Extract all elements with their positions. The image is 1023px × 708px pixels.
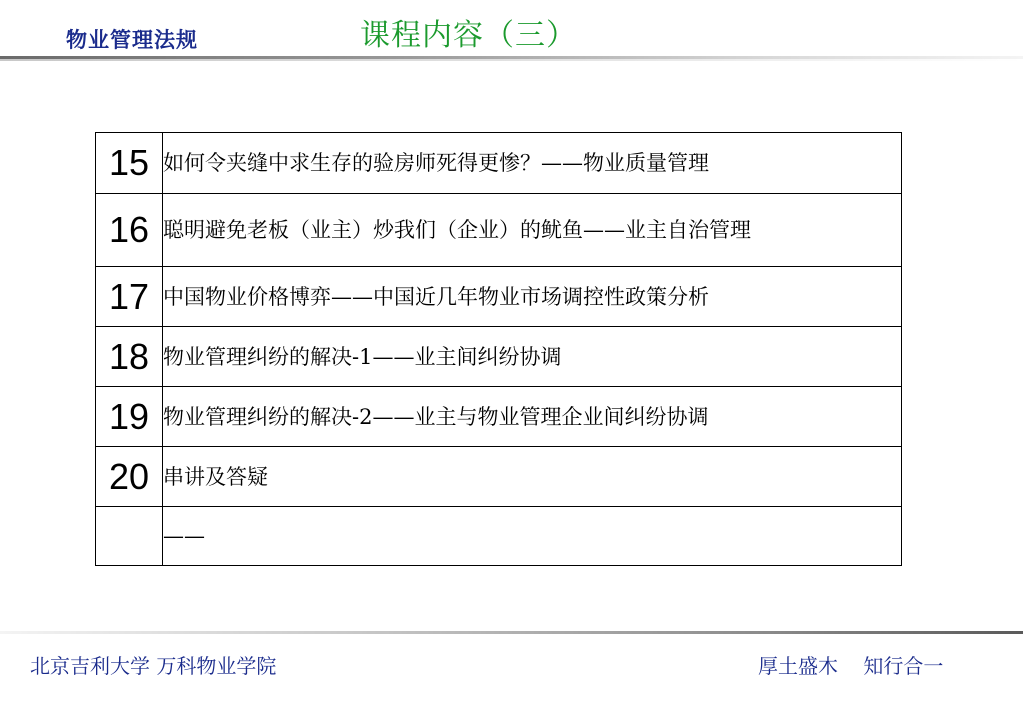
table-row xyxy=(96,507,902,566)
table-row xyxy=(96,194,902,267)
table-row xyxy=(96,447,902,507)
lesson-number: 17 xyxy=(96,267,163,327)
lesson-title: 物业管理纠纷的解决-1——业主间纠纷协调 xyxy=(163,327,902,387)
footer-institution: 北京吉利大学 万科物业学院 xyxy=(30,654,277,678)
table-row xyxy=(96,387,902,447)
lesson-number: 19 xyxy=(96,387,163,447)
top-divider-shadow xyxy=(0,59,1023,61)
table-row xyxy=(96,327,902,387)
footer-motto: 厚土盛木 知行合一 xyxy=(758,654,944,678)
lesson-table xyxy=(95,132,902,566)
lesson-title: —— xyxy=(163,507,902,566)
lesson-title: 物业管理纠纷的解决-2——业主与物业管理企业间纠纷协调 xyxy=(163,387,902,447)
table-row xyxy=(96,133,902,194)
lesson-number: 15 xyxy=(96,133,163,194)
lesson-title: 如何令夹缝中求生存的验房师死得更惨？——物业质量管理 xyxy=(163,133,902,194)
course-name: 物业管理法规 xyxy=(66,28,198,52)
lesson-title: 串讲及答疑 xyxy=(163,447,902,507)
lesson-title: 聪明避免老板（业主）炒我们（企业）的鱿鱼——业主自治管理 xyxy=(163,194,902,267)
lesson-title: 中国物业价格博弈——中国近几年物业市场调控性政策分析 xyxy=(163,267,902,327)
lesson-number: 20 xyxy=(96,447,163,507)
page-title: 课程内容（三） xyxy=(360,18,577,53)
lesson-number xyxy=(96,507,163,566)
lesson-number: 16 xyxy=(96,194,163,267)
bottom-divider xyxy=(0,631,1023,634)
table-row xyxy=(96,267,902,327)
lesson-number: 18 xyxy=(96,327,163,387)
